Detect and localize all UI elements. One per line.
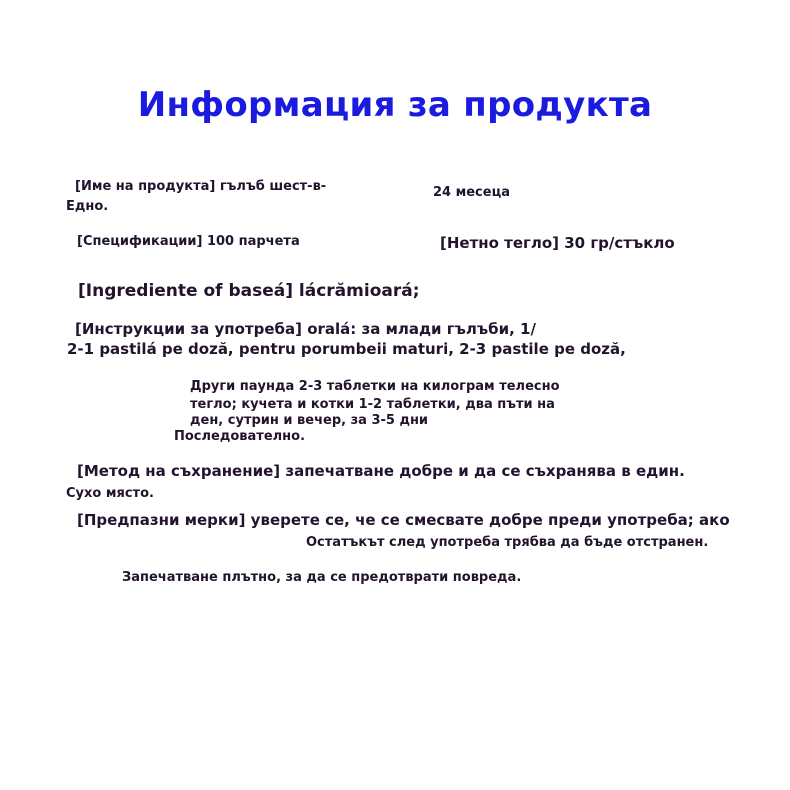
storage-method-line-2: Сухо място. xyxy=(66,486,154,501)
instructions-line-3: Други паунда 2-3 таблетки на килограм телесно xyxy=(190,379,560,394)
product-name-line-2: Едно. xyxy=(66,199,109,214)
instructions-line-6: Последователно. xyxy=(174,429,306,444)
page-title: Информация за продукта xyxy=(137,84,653,125)
instructions-line-4: тегло; кучета и котки 1-2 таблетки, два пъти на xyxy=(190,397,555,412)
specifications: [Спецификации] 100 парчета xyxy=(77,234,300,249)
instructions-line-5: ден, сутрин и вечер, за 3-5 дни xyxy=(190,413,429,428)
precautions-line-3: Запечатване плътно, за да се предотврати повреда. xyxy=(122,570,522,585)
storage-method-line-1: [Метод на съхранение] запечатване добре и да се съхранява в един. xyxy=(77,462,685,480)
shelf-life: 24 месеца xyxy=(433,185,510,200)
precautions-line-2: Остатъкът след употреба трябва да бъде отстранен. xyxy=(306,535,709,550)
precautions-line-1: [Предпазни мерки] уверете се, че се смесвате добре преди употреба; ако xyxy=(77,511,730,529)
product-name-line-1: [Име на продукта] гълъб шест-в- xyxy=(75,179,327,194)
base-ingredients: [Ingrediente of baseá] lácrămioará; xyxy=(78,281,420,301)
net-weight: [Нетно тегло] 30 гр/стъкло xyxy=(440,234,675,252)
instructions-line-2: 2-1 pastilá pe doză, pentru porumbeii maturi, 2-3 pastile pe doză, xyxy=(67,340,626,358)
instructions-line-1: [Инструкции за употреба] oralá: за млади гълъби, 1/ xyxy=(75,320,536,338)
